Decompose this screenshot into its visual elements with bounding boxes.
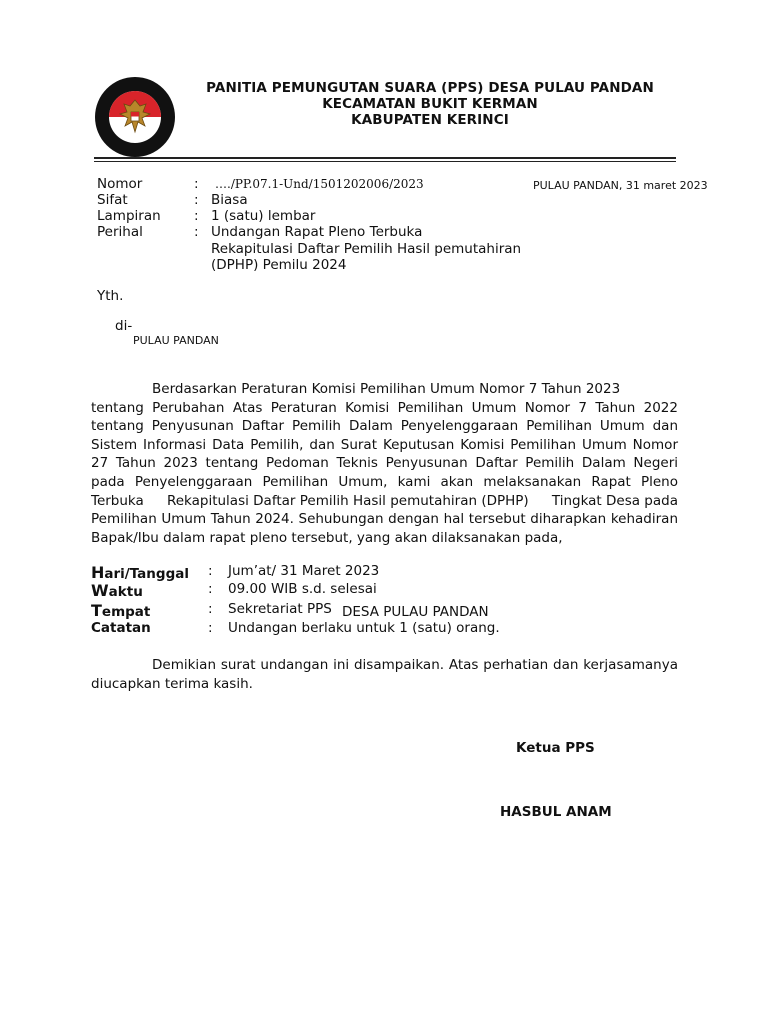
para-line: 27 Tahun 2023 tentang Pedoman Teknis Penyusunan Daftar Pemilih Dalam Negeri [91, 455, 678, 472]
para-line: Berdasarkan Peraturan Komisi Pemilihan Umum Nomor 7 Tahun 2023 [152, 381, 621, 397]
waktu-colon: : [208, 581, 213, 597]
catatan-value: Undangan berlaku untuk 1 (satu) orang. [228, 620, 500, 636]
lampiran-value: 1 (satu) lembar [211, 208, 316, 224]
para-line: pada Penyelenggaraan Pemilihan Umum, kami akan melaksanakan Rapat Pleno [91, 473, 678, 490]
para-line: Pemilihan Umum Tahun 2024. Sehubungan dengan hal tersebut diharapkan kehadiran [91, 511, 678, 528]
para-line [91, 492, 678, 511]
recipient-place: PULAU PANDAN [133, 334, 219, 347]
nomor-value: …./PP.07.1-Und/1501202006/2023 [215, 177, 424, 191]
header-rule-thick [94, 157, 676, 159]
para-line: tentang Perubahan Atas Peraturan Komisi Pemilihan Umum Nomor 7 Tahun 2022 [91, 399, 678, 416]
para-line-7c: Tingkat Desa pada [551, 492, 678, 509]
para-line: Sistem Informasi Data Pemilih, dan Surat Keputusan Komisi Pemilihan Umum Nomor [91, 436, 678, 453]
para-line: Bapak/Ibu dalam rapat pleno tersebut, yang akan dilaksanakan pada, [91, 529, 563, 546]
tempat-cap: T [91, 601, 102, 620]
place-date-date: , 31 maret 2023 [618, 179, 708, 192]
sifat-value: Biasa [211, 192, 248, 208]
closing-paragraph [91, 656, 678, 693]
sifat-label: Sifat [97, 192, 128, 208]
place-date [533, 179, 708, 192]
perihal-line-1: Undangan Rapat Pleno Terbuka [211, 224, 423, 240]
catatan-label: Catatan [91, 620, 151, 636]
tempat-rest: empat [101, 604, 151, 620]
tempat-label [91, 601, 150, 620]
perihal-line-3: (DPHP) Pemilu 2024 [211, 257, 347, 273]
para-line-7a: Terbuka [91, 492, 144, 509]
waktu-label [91, 581, 143, 600]
waktu-value: 09.00 WIB s.d. selesai [228, 581, 377, 597]
header-line-3: KABUPATEN KERINCI [351, 112, 509, 128]
perihal-line-2: Rekapitulasi Daftar Pemilih Hasil pemutahiran [211, 241, 522, 257]
recipient-yth: Yth. [97, 288, 124, 304]
perihal-label: Perihal [97, 224, 143, 240]
signature-title: Ketua PPS [516, 740, 595, 756]
hari-rest: ari/Tanggal [104, 566, 189, 582]
tempat-value-a: Sekretariat PPS [228, 601, 332, 617]
place-date-place: PULAU PANDAN [533, 179, 619, 192]
body-paragraph [91, 380, 678, 547]
waktu-rest: aktu [108, 584, 143, 600]
tempat-colon: : [208, 601, 213, 617]
lampiran-label: Lampiran [97, 208, 161, 224]
closing-line: diucapkan terima kasih. [91, 675, 253, 692]
header-line-1: PANITIA PEMUNGUTAN SUARA (PPS) DESA PULAU PANDAN [206, 80, 654, 96]
waktu-cap: W [91, 581, 109, 600]
nomor-colon: : [194, 176, 199, 192]
para-line-7b: Rekapitulasi Daftar Pemilih Hasil pemutahiran (DPHP) [166, 492, 529, 509]
header-rule-thin [94, 161, 676, 162]
hari-value: Jum’at/ 31 Maret 2023 [228, 563, 380, 579]
closing-line: Demikian surat undangan ini disampaikan. Atas perhatian dan kerjasamanya [152, 657, 678, 673]
lampiran-colon: : [194, 208, 199, 224]
header-line-2: KECAMATAN BUKIT KERMAN [322, 96, 538, 112]
hari-label [91, 563, 189, 582]
tempat-value-b: DESA PULAU PANDAN [342, 604, 489, 620]
catatan-colon: : [208, 620, 213, 636]
sifat-colon: : [194, 192, 199, 208]
perihal-colon: : [194, 224, 199, 240]
para-line: tentang Penyusunan Daftar Pemilih Dalam Penyelenggaraan Pemilihan Umum dan [91, 418, 678, 435]
recipient-di: di- [115, 318, 133, 334]
hari-cap: H [91, 563, 105, 582]
nomor-label: Nomor [97, 176, 143, 192]
hari-colon: : [208, 563, 213, 579]
signature-name: HASBUL ANAM [500, 804, 612, 820]
pps-logo [94, 76, 176, 158]
